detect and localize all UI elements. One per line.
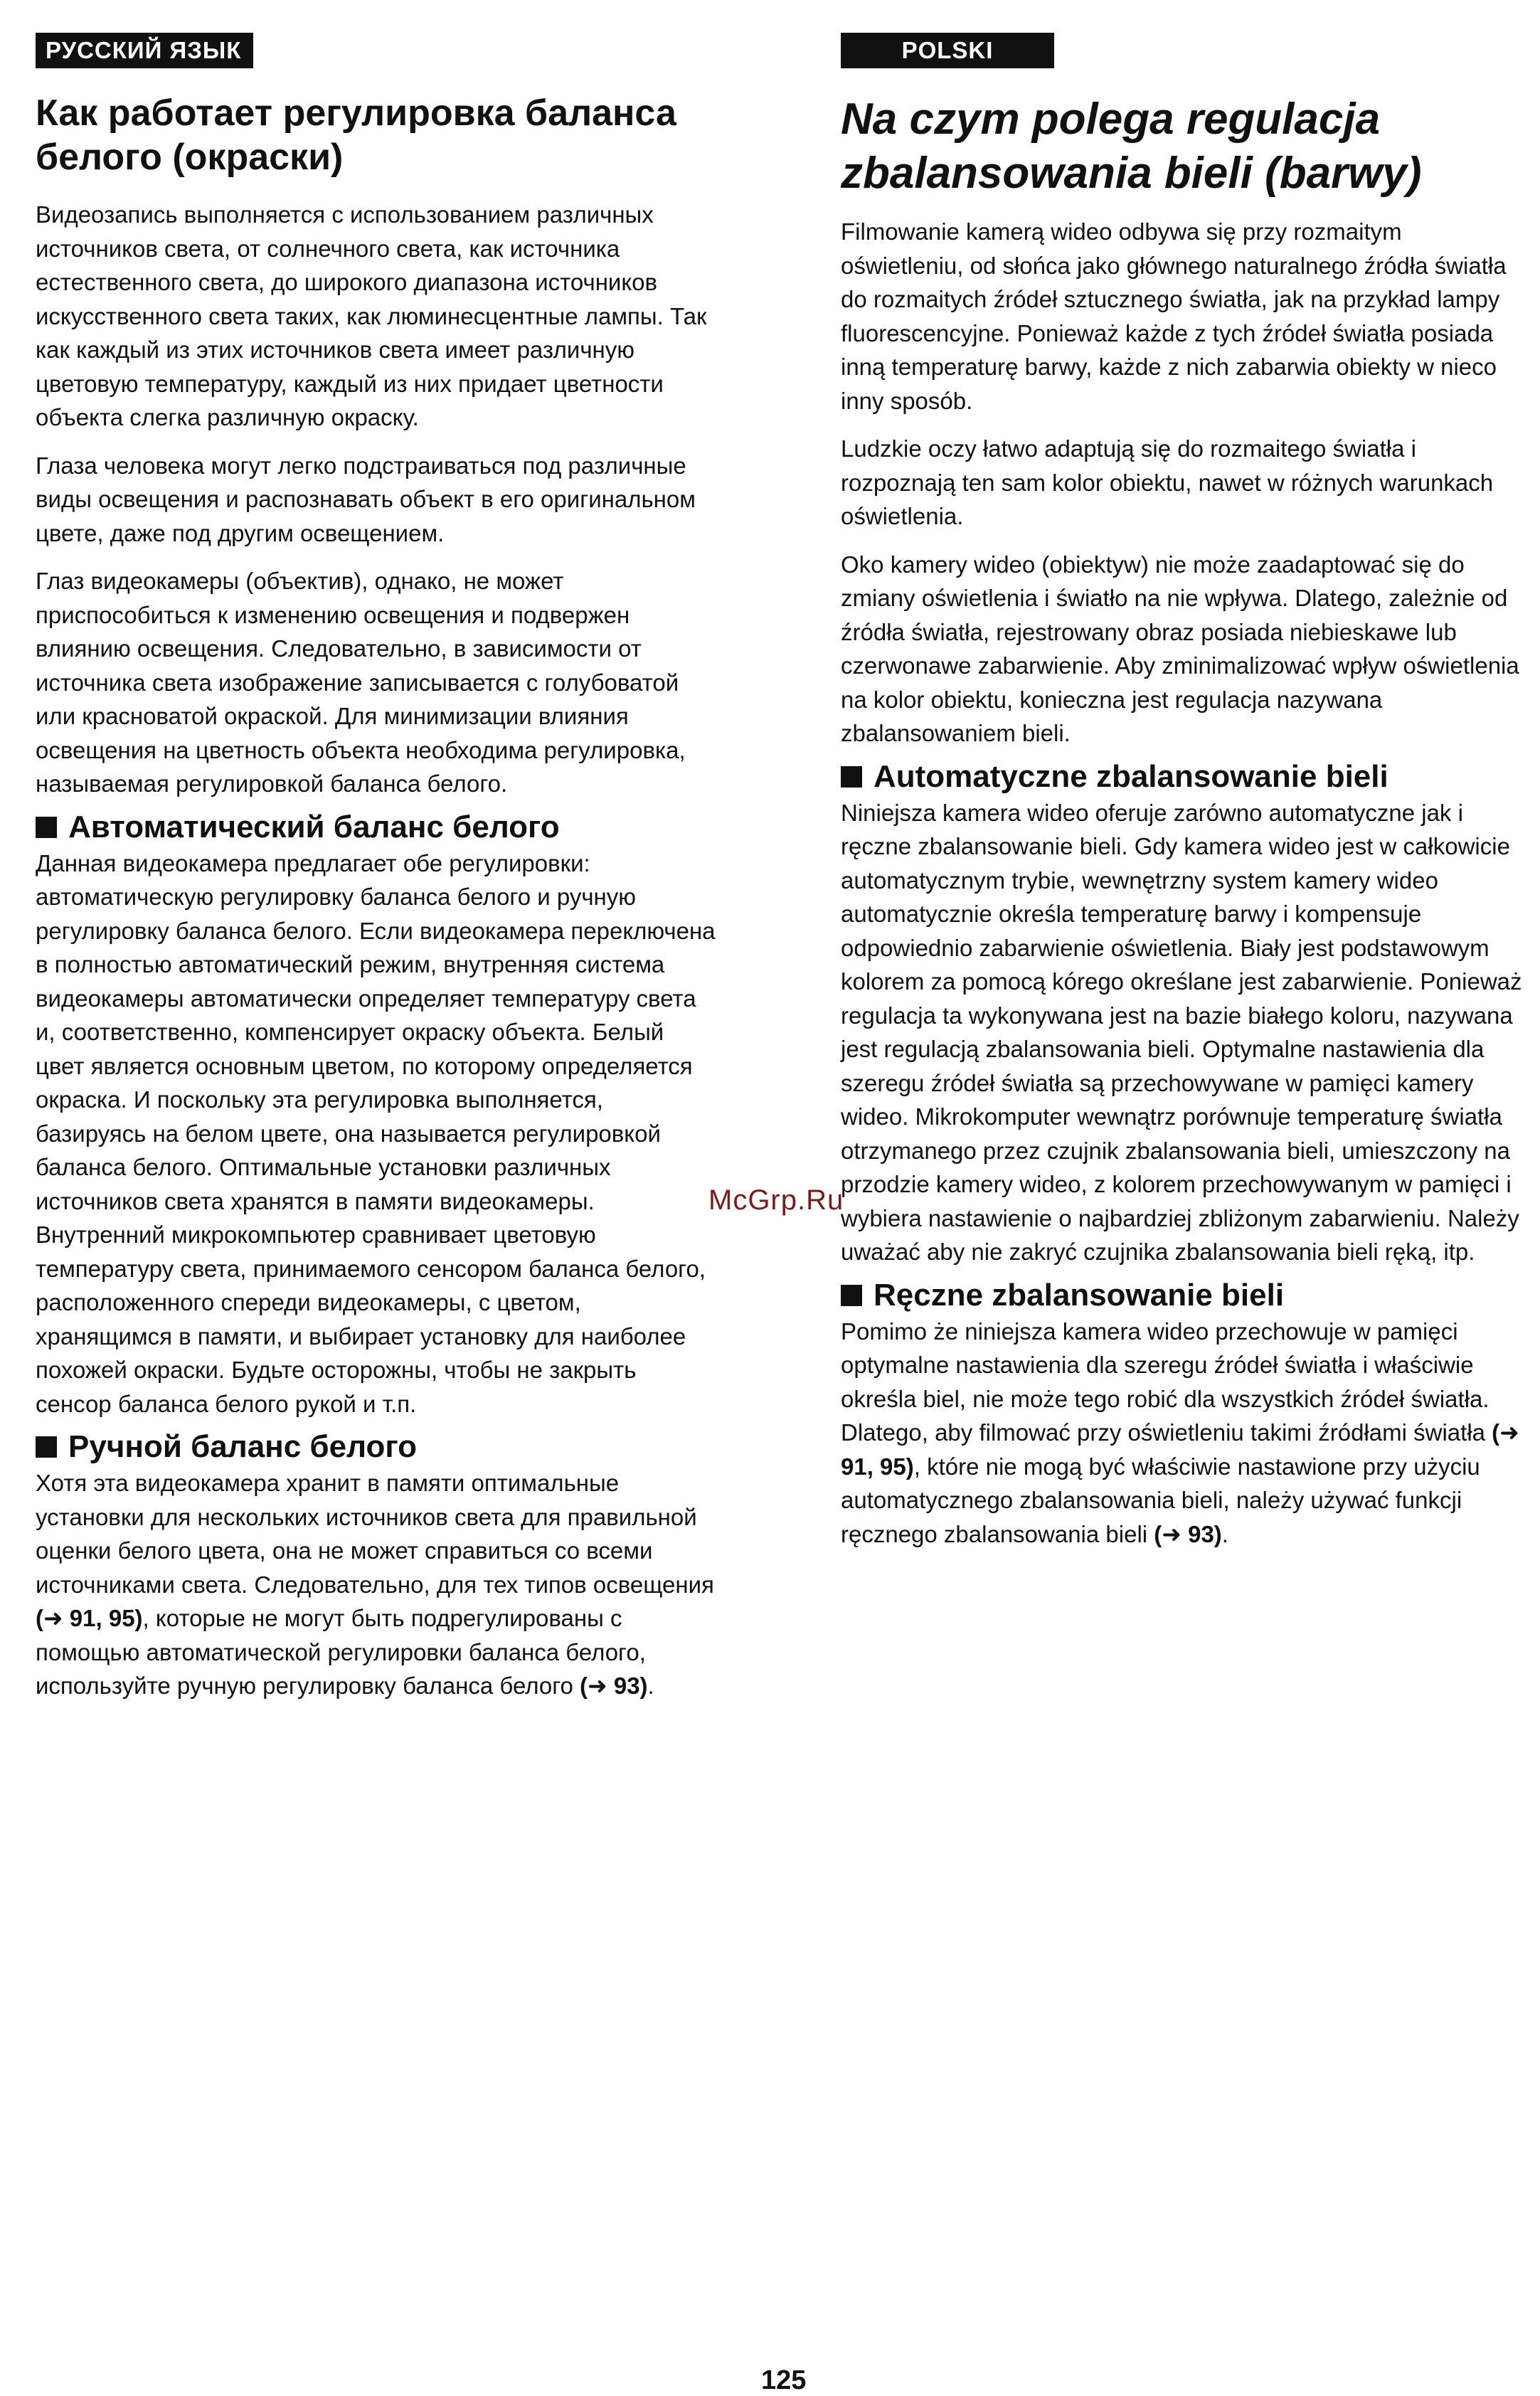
square-bullet-icon bbox=[841, 766, 862, 788]
polish-intro-paragraph: Oko kamery wideo (obiektyw) nie może zaadaptować się do zmiany oświetlenia i światło na nie wpływa. Dlatego, zależnie od źródła światła, rejestrowany obraz posiada niebieskawe lub czerwonawe zabarwienie. Aby zminimalizować wpływ oświetlenia na kolor obiektu, konieczna jest regulacja nazywana zbalansowaniem bieli. bbox=[841, 551, 1519, 746]
polish-manual-text: , które nie mogą być właściwie nastawione przy użyciu automatycznego zbalansowania bieli, należy używać funkcji ręcznego zbalansowania bieli bbox=[841, 1453, 1480, 1547]
polish-manual-heading-text: Ręczne zbalansowanie bieli bbox=[873, 1277, 1285, 1313]
square-bullet-icon bbox=[36, 817, 57, 838]
russian-intro-paragraph: Видеозапись выполняется с использованием различных источников света, от солнечного света, как источника естественного света, до широкого диапазона источников искусственного света таких, как люминесцентные лампы. Так как каждый из этих источников света имеет различную цветовую температуру, каждый из них придает цветности объекта слегка различную окраску. bbox=[36, 201, 707, 430]
polish-intro-paragraph: Filmowanie kamerą wideo odbywa się przy rozmaitym oświetleniu, od słońca jako głównego naturalnego źródła światła do rozmaitych źródeł sztucznego światła, jak na przykład lampy fluorescencyjne. Ponieważ każde z tych źródeł światła posiada inną temperaturę barwy, każde z nich zabarwia obiekty w nieco inny sposób. bbox=[841, 218, 1507, 414]
watermark: McGrp.Ru bbox=[708, 1184, 844, 1216]
polish-body bbox=[841, 215, 1531, 1565]
polish-auto-paragraph: Niniejsza kamera wideo oferuje zarówno automatyczne jak i ręczne zbalansowanie bieli. Gdy kamera wideo jest w całkowicie automatycznym trybie, wewnętrzny system kamery wideo automatycznie określa temperaturę barwy i kompensuje odpowiednio zabarwienie oświetlenia. Biały jest podstawowym kolorem za pomocą kórego określane jest zabarwienie. Ponieważ regulacja ta wykonywana jest na bazie białego koloru, nazywana jest regulacją zbalansowania bieli. Optymalne nastawienia dla szeregu źródeł światła są przechowywane w pamięci kamery wideo. Mikrokomputer wewnątrz porównuje temperaturę światła otrzymanego przez czujnik zbalansowania bieli, umieszczony na przodzie kamery wideo, z kolorem przechowywanym w pamięci i wybiera nastawienie o najbardziej zbliżonym zabarwieniu. Należy uważać aby nie zakryć czujnika zbalansowania bieli ręką, itp. bbox=[841, 799, 1522, 1265]
polish-manual-text: . bbox=[1221, 1520, 1228, 1547]
russian-intro-paragraph: Глаз видеокамеры (объектив), однако, не может приспособиться к изменению освещения и подвержен влиянию освещения. Следовательно, в зависимости от источника света изображение записывается с голубоватой или красноватой окраской. Для минимизации влияния освещения на цветность объекта необходима регулировка, называемая регулировкой баланса белого. bbox=[36, 568, 686, 797]
polish-manual-paragraph bbox=[841, 1315, 1531, 1552]
russian-manual-paragraph bbox=[36, 1466, 718, 1703]
polish-manual-text: Pomimo że niniejsza kamera wideo przechowuje w pamięci optymalne nastawienia dla szeregu źródeł światła i właściwie określa biel, nie może tego robić dla wszystkich źródeł światła. Dlatego, aby filmować przy oświetleniu takimi źródłami światła bbox=[841, 1318, 1492, 1446]
page-reference: (➜ 91, 95) bbox=[841, 1419, 1519, 1480]
page-reference: (➜ 93) bbox=[1154, 1520, 1222, 1547]
polish-intro-paragraph: Ludzkie oczy łatwo adaptują się do rozmaitego światła i rozpoznają ten sam kolor obiektu, nawet w różnych warunkach oświetlenia. bbox=[841, 435, 1494, 529]
russian-body bbox=[36, 198, 718, 1717]
russian-title: Как работает регулировка баланса белого (окраски) bbox=[36, 92, 676, 178]
russian-auto-paragraph: Данная видеокамера предлагает обе регулировки: автоматическую регулировку баланса белого и ручную регулировку баланса белого. Если видеокамера переключена в полностью автоматический режим, внутренняя система видеокамеры автоматически определяет температуру света и, соответственно, компенсирует окраску объекта. Белый цвет является основным цветом, по которому определяется окраска. И поскольку эта регулировка выполняется, базируясь на белом цвете, она называется регулировкой баланса белого. Оптимальные установки различных источников света хранятся в памяти видеокамеры. Внутренний микрокомпьютер сравнивает цветовую температуру света, принимаемого сенсором баланса белого, расположенного спереди видеокамеры, с цветом, хранящимся в памяти, и выбирает установку для наиболее похожей окраски. Будьте осторожны, чтобы не закрыть сенсор баланса белого рукой и т.п. bbox=[36, 849, 716, 1417]
polish-title: Na czym polega regulacja zbalansowania bieli (barwy) bbox=[841, 95, 1422, 198]
russian-intro-paragraph: Глаза человека могут легко подстраиваться под различные виды освещения и распознавать объект в его оригинальном цвете, даже под другим освещением. bbox=[36, 452, 696, 546]
russian-manual-text: , которые не могут быть подрегулированы с помощью автоматической регулировки баланса белого, используйте ручную регулировку баланса белого bbox=[36, 1605, 646, 1699]
polish-auto-heading-text: Automatyczne zbalansowanie bieli bbox=[873, 758, 1388, 794]
russian-manual-text: Хотя эта видеокамера хранит в памяти оптимальные установки для нескольких источников света для правильной оценки белого цвета, она не может справиться со всеми источниками света. Следовательно, для тех типов освещения bbox=[36, 1470, 714, 1598]
russian-manual-heading-text: Ручной баланс белого bbox=[68, 1429, 417, 1464]
russian-auto-heading bbox=[36, 810, 718, 845]
page-number: 125 bbox=[761, 2365, 807, 2395]
polish-manual-heading bbox=[841, 1278, 1531, 1313]
polish-auto-heading bbox=[841, 759, 1531, 795]
language-label-polish: POLSKI bbox=[841, 33, 1054, 68]
page-reference: (➜ 91, 95) bbox=[36, 1605, 143, 1631]
russian-manual-text: . bbox=[647, 1673, 654, 1699]
russian-auto-heading-text: Автоматический баланс белого bbox=[68, 809, 560, 844]
language-label-russian: РУССКИЙ ЯЗЫК bbox=[36, 33, 253, 68]
square-bullet-icon bbox=[841, 1285, 862, 1306]
square-bullet-icon bbox=[36, 1436, 57, 1458]
russian-manual-heading bbox=[36, 1429, 718, 1465]
page-reference: (➜ 93) bbox=[580, 1673, 648, 1699]
